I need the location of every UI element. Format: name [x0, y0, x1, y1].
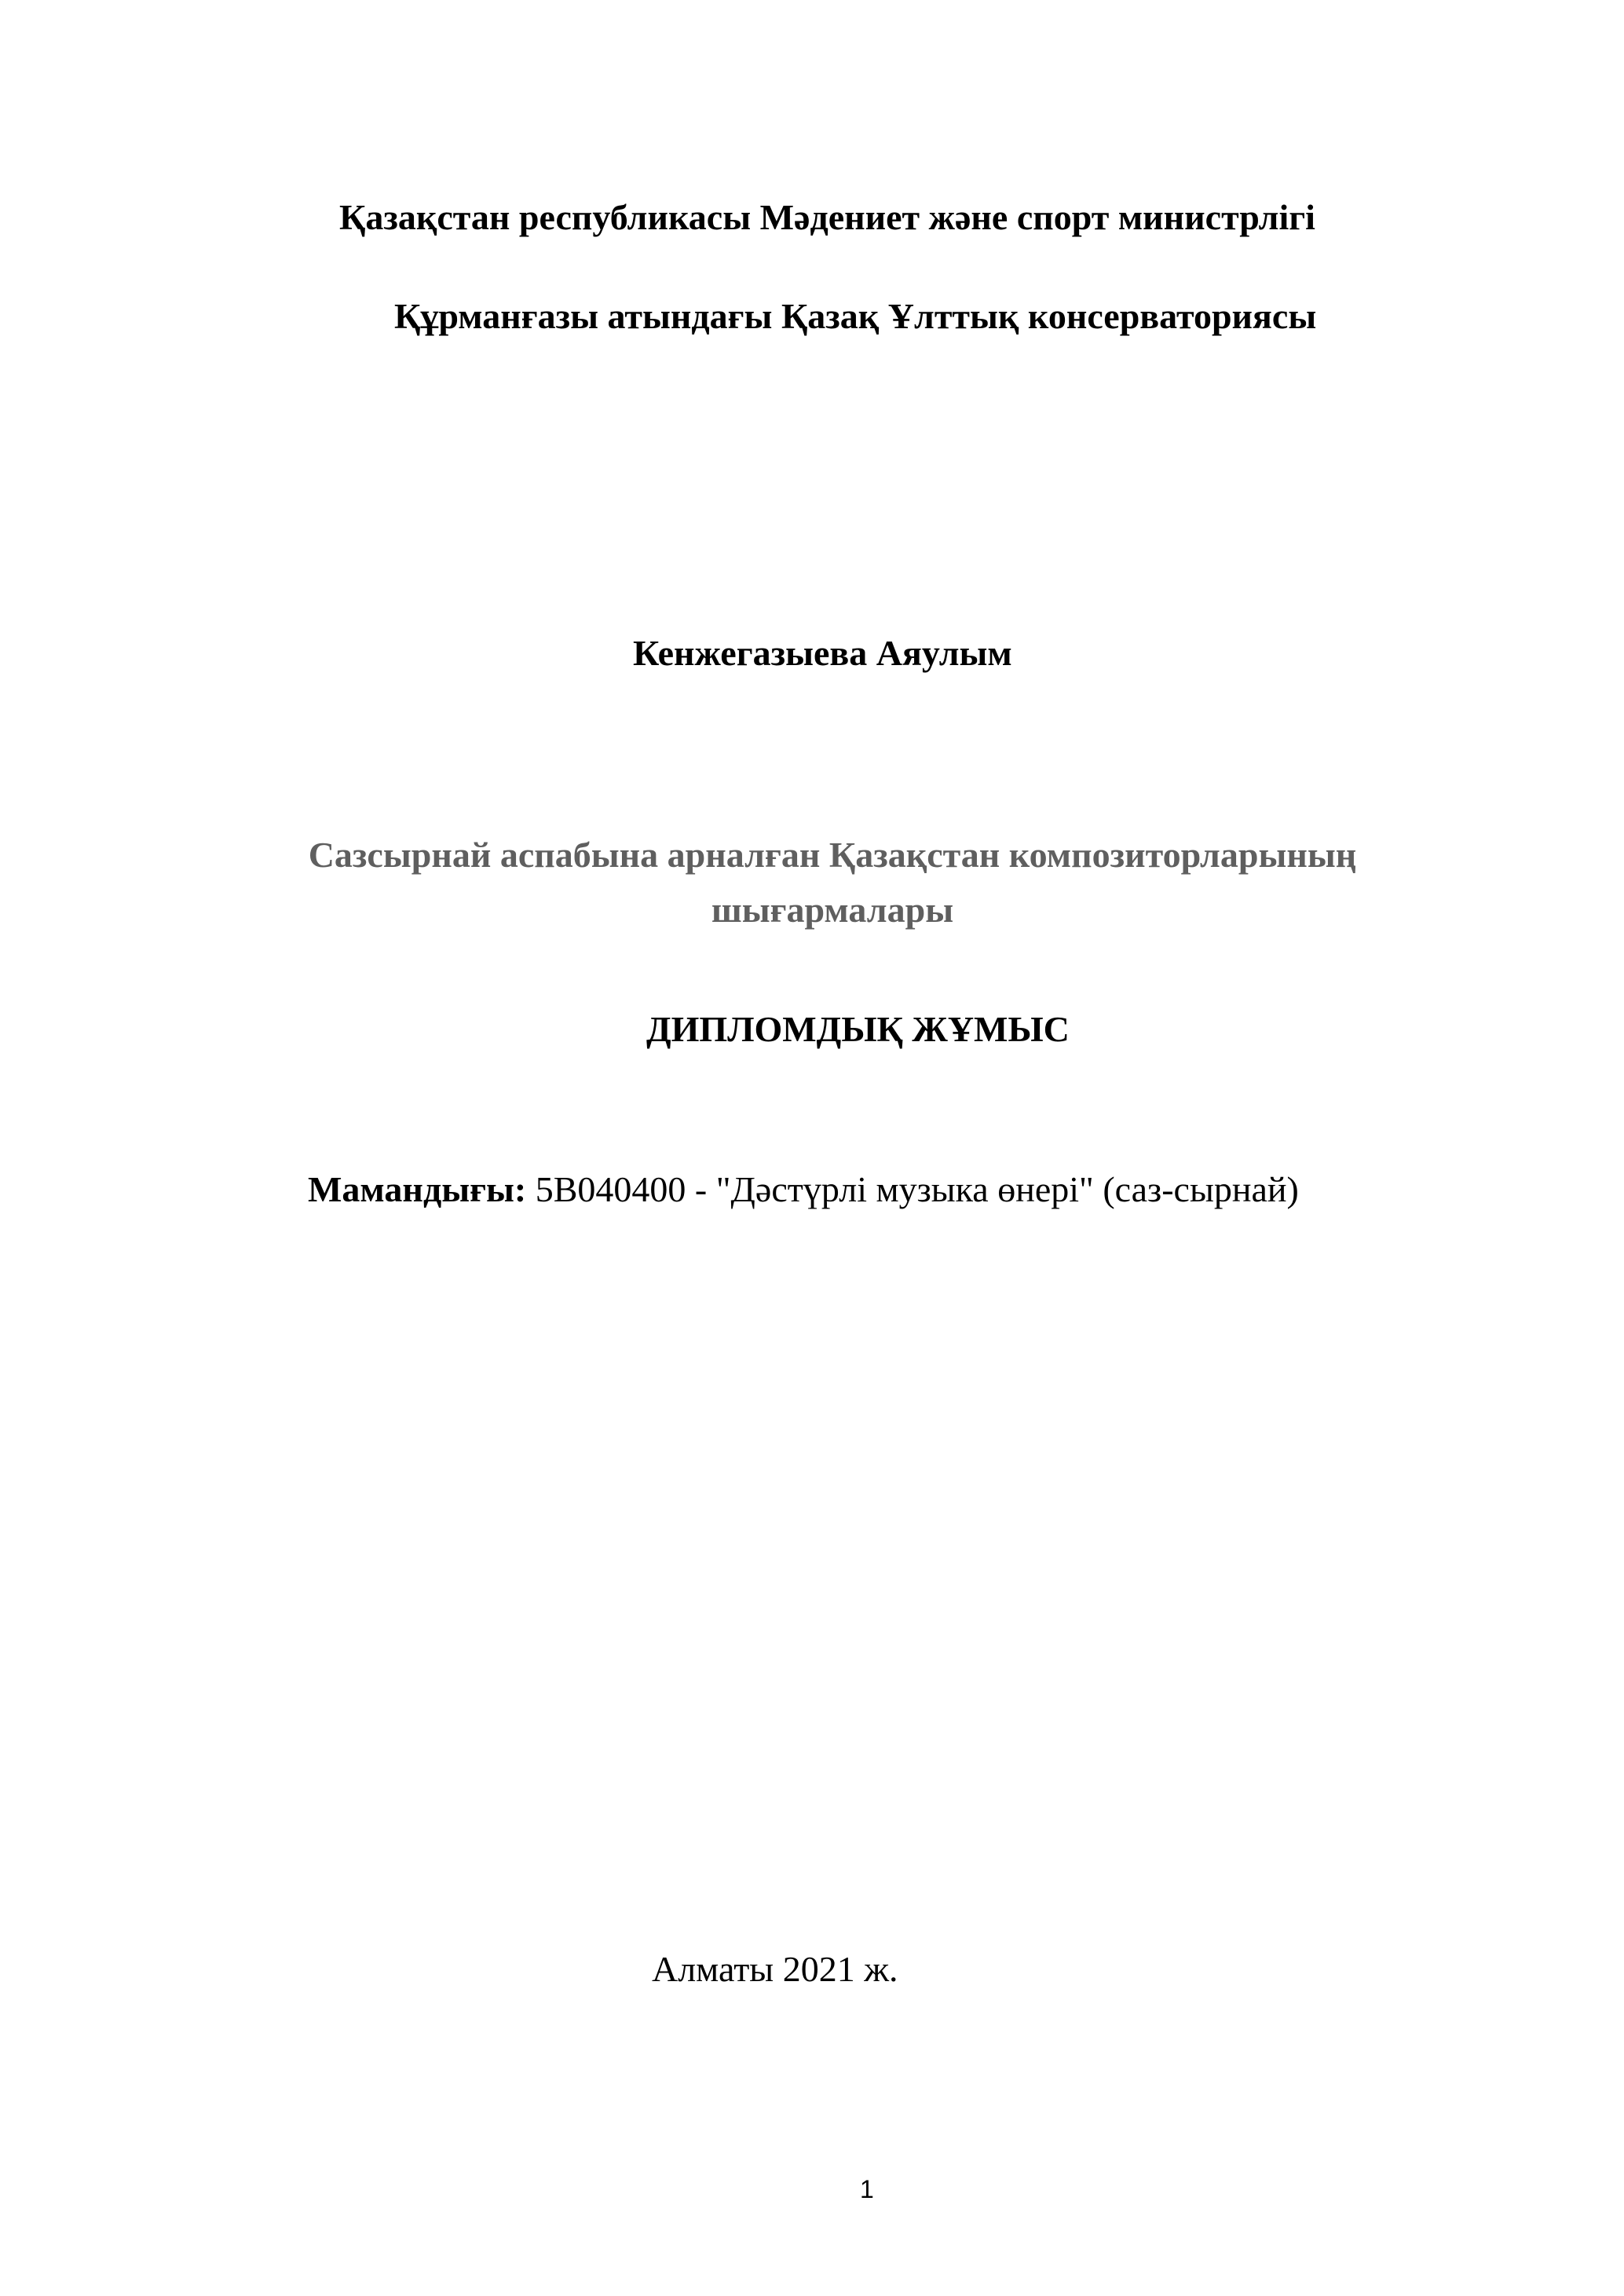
place-year: Алматы 2021 ж.: [652, 1949, 898, 1989]
specialty-label: Мамандығы:: [308, 1169, 527, 1209]
thesis-topic-line-1: Сазсырнай аспабына арналған Қазақстан композиторларының: [308, 835, 1357, 875]
author-name: Кенжегазыева Аяулым: [633, 633, 1012, 673]
thesis-topic-line-2: шығармалары: [711, 890, 954, 930]
work-type-title: ДИПЛОМДЫҚ ЖҰМЫС: [646, 1009, 1070, 1049]
conservatory-heading: Құрманғазы атындағы Қазақ Ұлттық консерваториясы: [394, 296, 1317, 336]
specialty-value: 5В040400 - "Дәстүрлі музыка өнері" (саз-сырнай): [526, 1169, 1299, 1209]
thesis-topic: [236, 828, 1429, 938]
page-number: 1: [860, 2175, 874, 2203]
ministry-heading: Қазақстан республикасы Мәдениет және спорт министрлігі: [339, 197, 1315, 237]
specialty-line: [308, 1168, 1299, 1210]
